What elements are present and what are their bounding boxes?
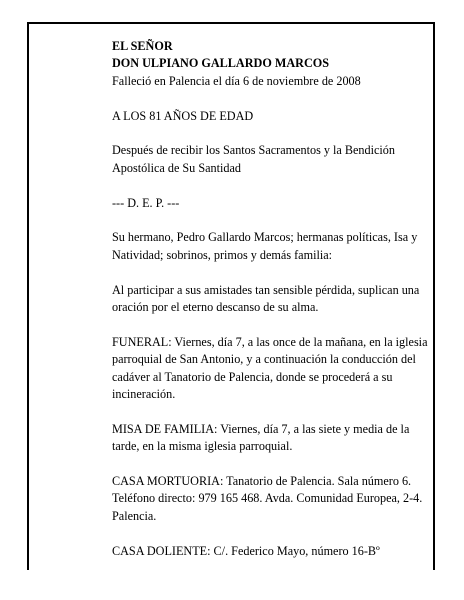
age-statement: A LOS 81 AÑOS DE EDAD [112,108,254,123]
request-paragraph: Al participar a sus amistades tan sensible pérdida, suplican una oración por el eterno descanso de su alma. [112,282,420,315]
title-line-1: EL SEÑOR [112,39,173,53]
family-mass-paragraph: MISA DE FAMILIA: Viernes, día 7, a las siete y media de la tarde, en la misma iglesia parroquial. [112,421,410,454]
death-statement: Falleció en Palencia el día 6 de noviembre de 2008 [112,73,361,88]
frame-border-left [27,22,29,570]
funeral-paragraph: FUNERAL: Viernes, día 7, a las once de la mañana, en la iglesia parroquial de San Antonio, y a continuación la conducción del cadáver al Tanatorio de Palencia, donde se procederá a su incineración. [112,334,428,402]
frame-border-right [433,22,435,570]
deceased-name: DON ULPIANO GALLARDO MARCOS [112,56,330,71]
rip-line: --- D. E. P. --- [112,195,180,210]
sacraments-paragraph: Después de recibir los Santos Sacramentos y la Bendición Apostólica de Su Santidad [112,143,395,175]
frame-border-top [27,22,435,24]
mourning-house-paragraph: CASA DOLIENTE: C/. Federico Mayo, número 16-Bº [112,543,380,558]
family-paragraph: Su hermano, Pedro Gallardo Marcos; hermanas políticas, Isa y Natividad; sobrinos, primos y demás familia: [112,230,418,262]
mortuary-paragraph: CASA MORTUORIA: Tanatorio de Palencia. Sala número 6. Teléfono directo: 979 165 468. Avda. Comunidad Europea, 2-4. Palencia. [112,474,423,523]
obituary-text [112,38,428,560]
